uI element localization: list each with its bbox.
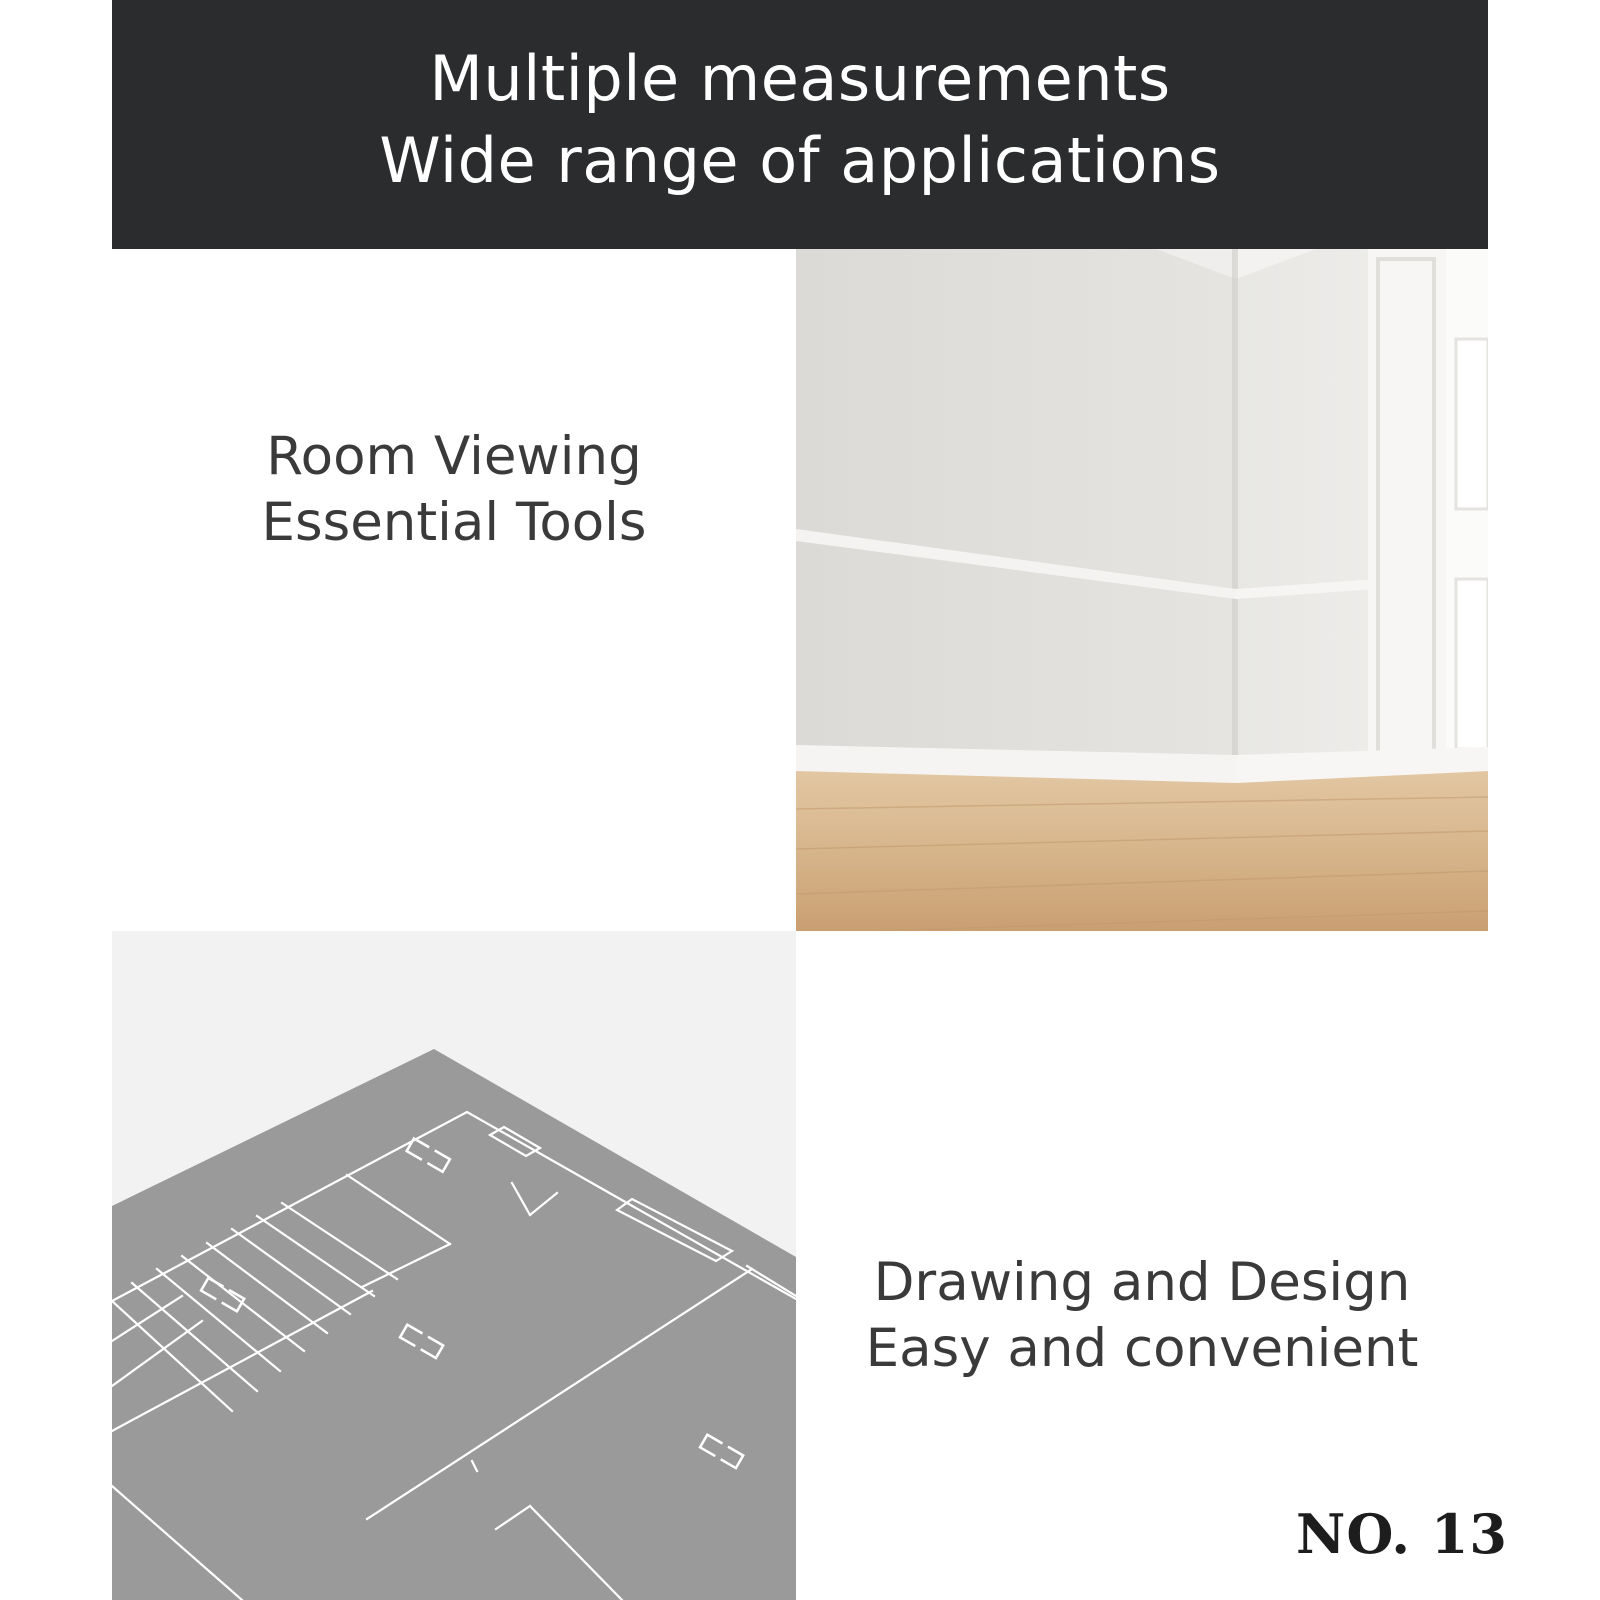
floor-plan-drawing	[112, 931, 796, 1600]
header-line-2: Wide range of applications	[379, 123, 1221, 197]
drawing-design-title: Drawing and Design	[873, 1251, 1411, 1313]
plan-label-stairs: ⊏⊐	[191, 1267, 253, 1324]
room-viewing-subtitle: Essential Tools	[261, 492, 647, 553]
header-banner	[112, 0, 1488, 249]
floor-plan-panel	[112, 931, 796, 1600]
header-line-1: Multiple measurements	[429, 41, 1171, 115]
drawing-design-subtitle: Easy and convenient	[865, 1317, 1419, 1379]
empty-room-photo	[796, 249, 1488, 931]
plan-label-top: ⊏⊐	[397, 1128, 459, 1184]
drawing-design-panel	[796, 931, 1488, 1600]
empty-room-illustration	[796, 249, 1488, 931]
plan-label-bedroom: ⊏⊐	[690, 1424, 752, 1480]
room-viewing-title: Room Viewing	[266, 426, 642, 487]
number-badge: NO. 13	[1296, 1502, 1508, 1566]
room-viewing-panel	[112, 249, 796, 931]
plan-label-center: ⊏⊐	[390, 1314, 452, 1370]
